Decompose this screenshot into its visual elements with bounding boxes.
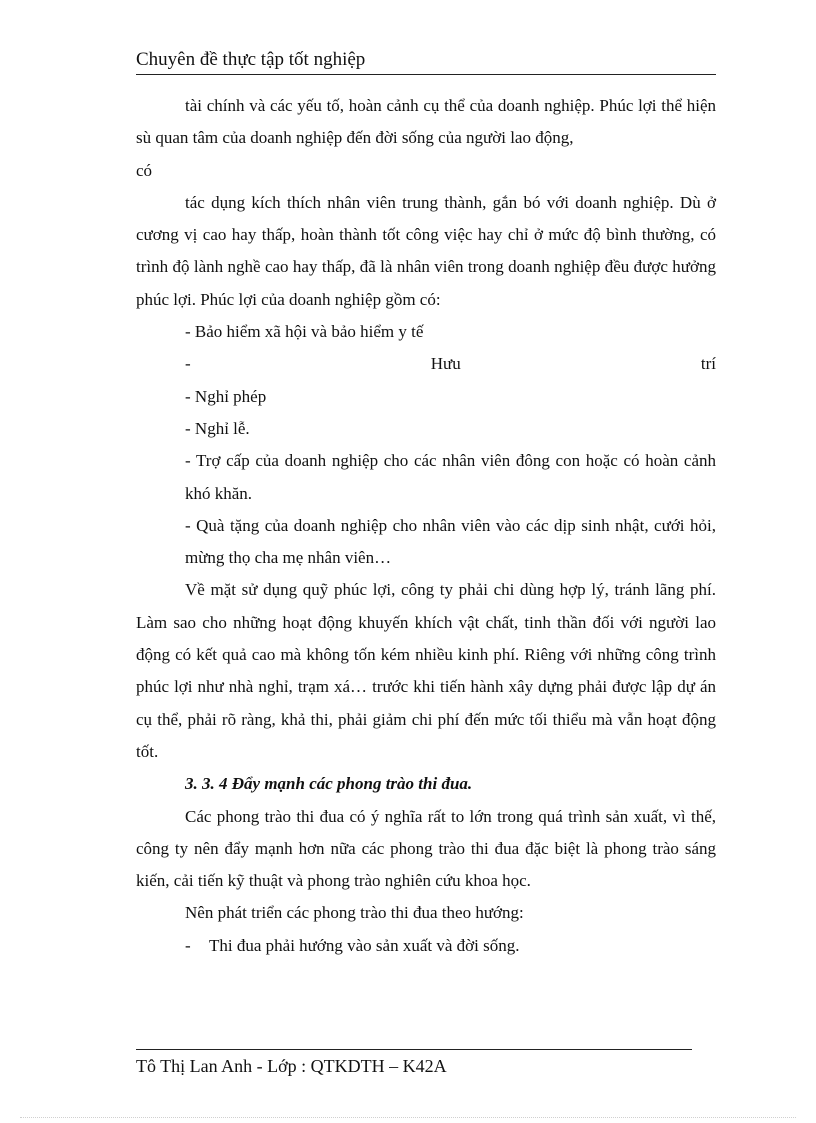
list-item-dash: - xyxy=(185,935,191,955)
list-item-allowance: - Trợ cấp của doanh nghiệp cho các nhân viên đông con hoặc có hoàn cảnh khó khăn. xyxy=(185,451,716,503)
footer-divider xyxy=(136,1049,692,1050)
page-body xyxy=(136,90,716,962)
page-footer xyxy=(136,1054,447,1078)
paragraph-welfare-intro: tài chính và các yếu tố, hoàn cảnh cụ thể của doanh nghiệp. Phúc lợi thể hiện sù quan tâm của doanh nghiệp đến đời sống của người lao động, xyxy=(136,96,716,148)
footer-author: Tô Thị Lan Anh - Lớp : QTKDTH – K42A xyxy=(136,1056,447,1076)
list-item-gifts: - Quà tặng của doanh nghiệp cho nhân viên vào các dịp sinh nhật, cưới hỏi, mừng thọ cha mẹ nhân viên… xyxy=(185,515,716,568)
list-item-insurance: - Bảo hiểm xã hội và bảo hiểm y tế xyxy=(185,322,424,342)
paragraph-emulation: Các phong trào thi đua có ý nghĩa rất to lớn trong quá trình sản xuất, vì thế, công ty nên đẩy mạnh hơn nữa các phong trào thi đua đặc biệt là phong trào sáng kiến, cải tiến kỹ thuật và phong trào nghiên cứu khoa học. xyxy=(136,806,716,891)
list-item-retirement xyxy=(136,348,716,380)
list-item-holiday: - Nghỉ lễ. xyxy=(185,418,250,438)
header-title: Chuyên đề thực tập tốt nghiệp xyxy=(136,49,366,70)
paragraph-welfare-fund: Về mặt sử dụng quỹ phúc lợi, công ty phải chi dùng hợp lý, tránh lãng phí. Làm sao cho những hoạt động khuyến khích vật chất, tinh thần đối với người lao động có kết quả cao mà không tốn kém nhiều kinh phí. Riêng với những công trình phúc lợi như nhà nghỉ, trạm xá… trước khi tiến hành xây dựng phải được lập dự án cụ thể, phải rõ ràng, khả thi, phải giảm chi phí đến mức tối thiểu mà vẫn hoạt động tốt. xyxy=(136,580,716,761)
list-item-word: Hưu xyxy=(430,354,461,374)
paragraph-fragment: có xyxy=(136,160,153,180)
page-edge-divider xyxy=(20,1117,796,1118)
list-item-text: Thi đua phải hướng vào sản xuất và đời sống. xyxy=(209,935,520,955)
list-item-leave: - Nghỉ phép xyxy=(185,386,267,406)
list-item-production xyxy=(136,930,716,962)
list-item-word: trí xyxy=(700,354,716,374)
list-item-dash: - xyxy=(185,354,191,374)
page-header xyxy=(136,48,716,75)
paragraph-direction: Nên phát triển các phong trào thi đua theo hướng: xyxy=(185,903,524,923)
paragraph-welfare-effect: tác dụng kích thích nhân viên trung thành, gắn bó với doanh nghiệp. Dù ở cương vị cao hay thấp, hoàn thành tốt công việc hay chỉ ở mức độ bình thường, có trình độ lành nghề cao hay thấp, đã là nhân viên trong doanh nghiệp đều được hưởng phúc lợi. Phúc lợi của doanh nghiệp gồm có: xyxy=(136,192,716,309)
section-heading: 3. 3. 4 Đẩy mạnh các phong trào thi đua. xyxy=(185,774,473,794)
